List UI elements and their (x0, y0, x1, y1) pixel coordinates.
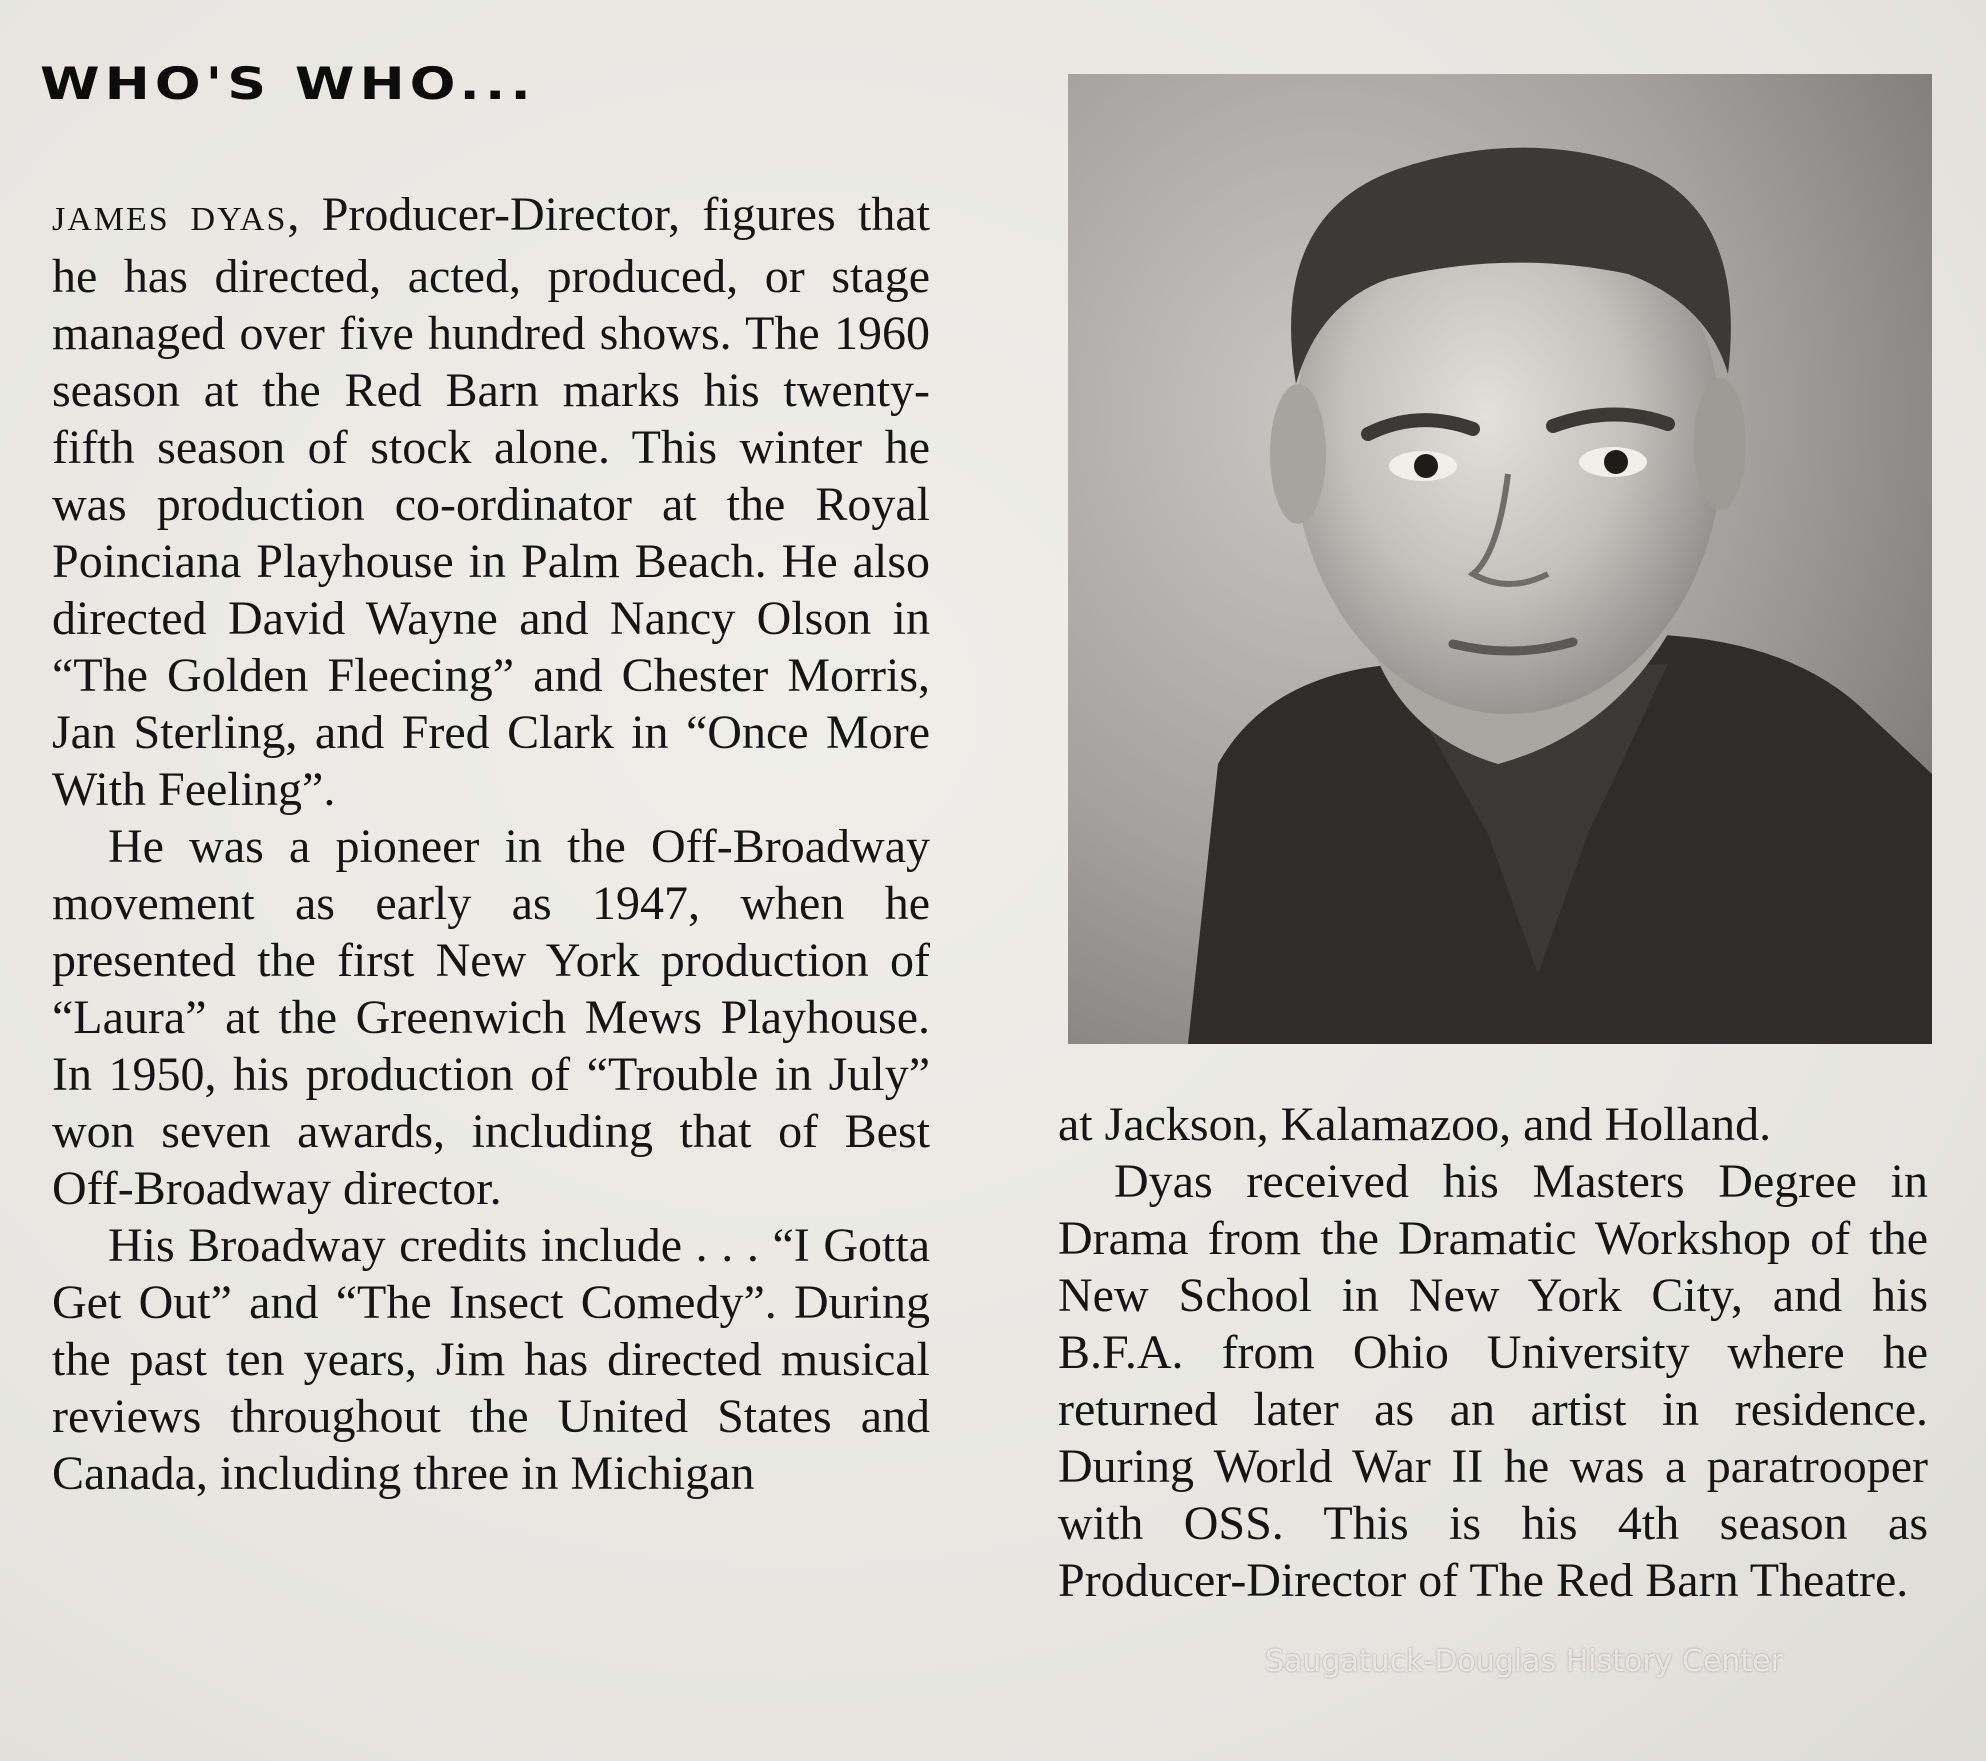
paragraph-3: His Broadway credits include . . . “I Gotta Get Out” and “The Insect Comedy”. During the past ten years, Jim has directed musical reviews throughout the United States and Canada, including three in Michigan (52, 1219, 930, 1500)
paragraph-1-text: , Producer-Director, figures that he has directed, acted, produced, or stage managed over five hundred shows. The 1960 season at the Red Barn marks his twenty-fifth season of stock alone. This winter he was production co-ordinator at the Royal Poinciana Playhouse in Palm Beach. He also directed David Wayne and Nancy Olson in “The Golden Fleecing” and Chester Morris, Jan Sterling, and Fred Clark in “Once More With Feeling”. (52, 188, 930, 816)
paragraph-3-continued: at Jackson, Kalamazoo, and Holland. (1058, 1098, 1772, 1151)
paragraph-4: Dyas received his Masters Degree in Drama from the Dramatic Workshop of the New School in New York City, and his B.F.A. from Ohio University where he returned later as an artist in residence. During World War II he was a paratrooper with OSS. This is his 4th season as Producer-Director of The Red Barn Theatre. (1058, 1155, 1928, 1607)
paragraph-1 (52, 186, 930, 818)
article-column-left (52, 186, 930, 1746)
section-heading: WHO'S WHO... (40, 58, 536, 110)
paragraph-2: He was a pioneer in the Off-Broadway movement as early as 1947, when he presented the first New York production of “Laura” at the Greenwich Mews Playhouse. In 1950, his production of “Trouble in July” won seven awards, including that of Best Off-Broadway director. (52, 820, 930, 1215)
portrait-illustration (1068, 74, 1932, 1044)
watermark: Saugatuck-Douglas History Center (1265, 1644, 1783, 1679)
article-column-right (1058, 1096, 1928, 1609)
portrait-photo (1068, 74, 1932, 1044)
person-name: JAMES DYAS (52, 201, 288, 238)
